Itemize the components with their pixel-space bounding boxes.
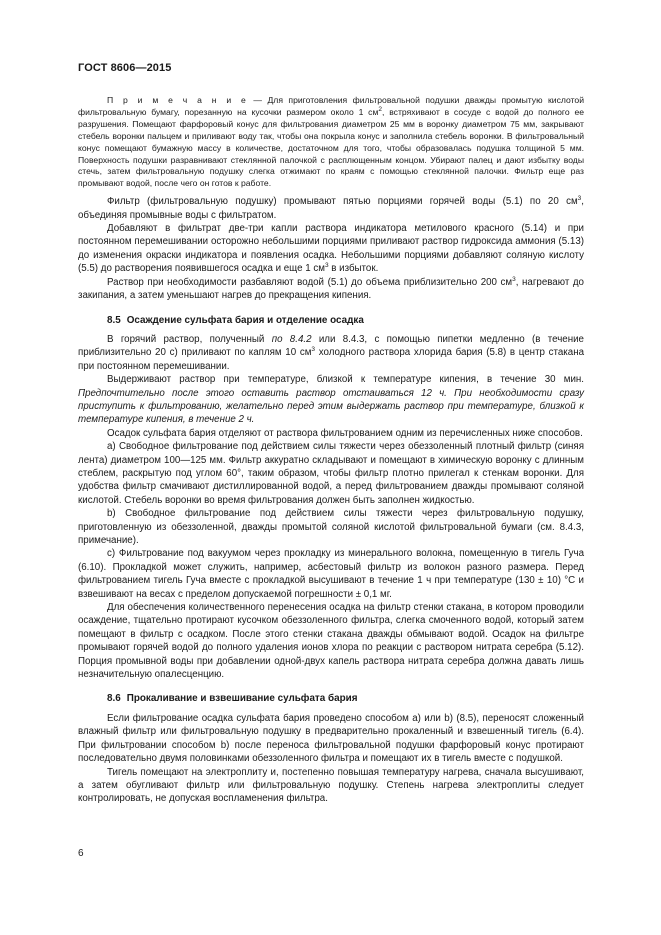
page-number: 6 <box>78 848 84 859</box>
paragraph-dilute <box>78 276 584 303</box>
italic-run: Предпочтительно после этого оставить раствор отстаиваться 12 ч. При необходимости сразу приступить к фильтрованию, желательно перед этим выдержать раствор при температуре, близкой к температуре кипения, в течение 2 ч. <box>78 387 584 426</box>
italic-run: по 8.4.2 <box>271 333 312 345</box>
paragraph-heating: Тигель помещают на электроплиту и, постепенно повышая температуру нагрева, сначала высушивают, а затем обугливают фильтр или фильтровальную подушку. Степень нагрева электроплиты следует контролировать, не допуская воспламенения фильтра. <box>78 766 584 805</box>
text-run: в избыток. <box>328 263 379 275</box>
text-run: В горячий раствор, полученный <box>107 333 272 345</box>
document-header: ГОСТ 8606—2015 <box>78 62 172 74</box>
note-paragraph <box>78 95 584 190</box>
paragraph-method-b: b) Свободное фильтрование под действием силы тяжести через фильтровальную подушку, приготовленную из обеззоленной, дважды промытой соляной кислотой фильтровальной бумаги (см. 8.4.3, примечание). <box>78 508 584 546</box>
note-text-b: , встряхивают в сосуде с водой до полного ее разрушения. Помещают фарфоровый конус для фильтрования диаметром 25 мм в воронку диаметром 75 мм, закрывают стебель воронки пальцем и приливают воду так, чтобы она покрыла конус и заполнила стебель воронки. В фильтровальный конус помещают бумажную массу в количестве, достаточном для того, чтобы образовалась подушка толщиной 5 мм. Поверхность подушки разравнивают стеклянной палочкой с расплющенным концом. Убирают палец и дают избытку воды стечь, затем фильтровальную подушку слегка отжимают по краям с помощью стеклянной палочки. Фильтр еще раз промывают водой, после чего он готов к работе. <box>78 106 584 189</box>
section-title: Прокаливание и взвешивание сульфата бария <box>126 693 358 705</box>
paragraph-quantitative-transfer: Для обеспечения количественного перенесения осадка на фильтр стенки стакана, в котором проводили осаждение, тщательно протирают кусочком обеззоленного фильтра, слегка смоченного водой, который затем помещают в фильтр с осадком. После этого стенки стакана дважды обмывают водой. Осадок на фильтре промывают горячей водой до полного удаления ионов хлора по реакции с раствором нитрата серебра (5.12). Порция промывной воды при добавлении одной-двух капель раствора нитрата серебра должна давать лишь незначительную опалесценцию. <box>78 602 584 681</box>
note-text-a: — Для приготовления фильтровальной подушки дважды промытую кислотой фильтровальную бумагу, порезанную на кусочки размером около 1 см <box>78 95 584 117</box>
superscript: 3 <box>311 346 316 354</box>
section-number: 8.6 <box>107 693 121 705</box>
paragraph-indicator <box>78 222 584 276</box>
paragraph-separation-methods: Осадок сульфата бария отделяют от раствора фильтрованием одним из перечисленных ниже способов. <box>107 427 583 439</box>
section-heading-8-5 <box>107 314 584 327</box>
paragraph-method-a: a) Свободное фильтрование под действием силы тяжести через обеззоленный плотный фильтр (синяя лента) диаметром 100—125 мм. Фильтр аккуратно складывают и помещают в химическую воронку с длинным стеблем, раскрытую под углом 60°, таким образом, чтобы фильтр плотно прилегал к стенкам воронки. Для удобства фильтр смачивают дистиллированной водой, а перед фильтрованием дважды промывают соляной кислотой. Стебель воронки во время фильтрования должен быть заполнен жидкостью. <box>78 441 584 506</box>
text-run: Фильтр (фильтровальную подушку) промывают пятью порциями горячей воды (5.1) по 20 см <box>107 196 578 208</box>
document-body <box>78 95 584 806</box>
text-run: Добавляют в фильтрат две-три капли раствора индикатора метилового красного (5.14) и при постоянном перемешивании осторожно небольшими порциями приливают раствор гидроксида аммония (5.13) до изменения окраски индикатора и появления осадка. Небольшими порциями добавляют соляную кислоту (5.5) до растворения появившегося осадка и еще 1 см <box>78 223 584 275</box>
paragraph-method-c: c) Фильтрование под вакуумом через прокладку из минерального волокна, помещенную в тигель Гуча (6.10). Прокладкой может служить, например, асбестовый фильтр из волокон разного размера. Перед фильтрованием тигель Гуча вместе с прокладкой высушивают в течение 1 ч при температуре (130 ± 10) °С и взвешивают на весах с пределом допускаемой погрешности ± 0,1 мг. <box>78 548 584 600</box>
paragraph-rinse-filter <box>78 195 584 222</box>
paragraph-transfer-crucible: Если фильтрование осадка сульфата бария проведено способом a) или b) (8.5), переносят сложенный влажный фильтр или фильтровальную подушку в предварительно прокаленный и взвешенный тигель (6.4). При фильтровании способом b) после переноса фильтровальной подушки фарфоровый конус протирают последовательно двумя половинками обеззоленного фильтра и помещают их в тигель вместе с подушкой. <box>78 712 584 765</box>
superscript: 3 <box>577 195 582 202</box>
paragraph-precipitation <box>78 333 584 373</box>
superscript: 3 <box>324 262 329 270</box>
section-heading-8-6 <box>107 692 584 705</box>
paragraph-hold-solution <box>78 373 584 427</box>
text-run: Выдерживают раствор при температуре, близкой к температуре кипения, в течение 30 мин. <box>107 374 584 386</box>
superscript: 3 <box>512 275 516 283</box>
text-run: или 8.4.3, с помощью пипетки медленно (в течение приблизительно 20 с) приливают по каплям 10 см <box>78 333 584 359</box>
text-run: Раствор при необходимости разбавляют водой (5.1) до объема приблизительно 200 см <box>107 276 513 288</box>
text-run: , нагревают до закипания, а затем уменьшают нагрев до прекращения кипения. <box>78 276 584 302</box>
text-run: , объединяя промывные воды с фильтратом. <box>78 196 584 221</box>
section-title: Осаждение сульфата бария и отделение осадка <box>126 314 364 326</box>
note-superscript: 2 <box>378 106 383 114</box>
section-number: 8.5 <box>107 314 121 326</box>
note-label: П р и м е ч а н и е <box>107 95 248 105</box>
text-run: холодного раствора хлорида бария (5.8) в центр стакана при постоянном перемешивании. <box>78 347 584 372</box>
